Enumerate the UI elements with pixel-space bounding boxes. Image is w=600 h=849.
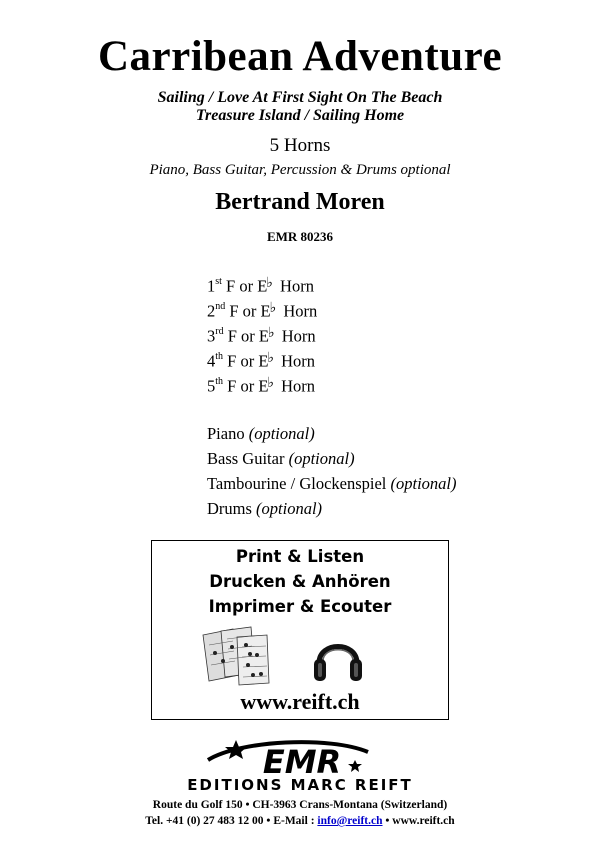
extra-name: Drums bbox=[207, 499, 257, 518]
promo-line-1: Print & Listen bbox=[235, 547, 365, 566]
flat-symbol: ♭ bbox=[266, 275, 273, 291]
promo-line-3: Imprimer & Ecouter bbox=[208, 597, 392, 616]
part-key: F or E bbox=[223, 376, 269, 396]
part-number: 5 bbox=[207, 376, 216, 396]
part-instrument: Horn bbox=[277, 376, 316, 396]
print-listen-box bbox=[151, 540, 449, 720]
part-ordinal: nd bbox=[215, 301, 226, 312]
flat-symbol: ♭ bbox=[267, 325, 275, 341]
extra-note: (optional) bbox=[390, 474, 457, 493]
part-item bbox=[207, 370, 317, 395]
composer-name: Bertrand Moren bbox=[215, 189, 385, 215]
part-instrument: Horn bbox=[277, 351, 316, 371]
part-number: 1 bbox=[207, 276, 216, 296]
contact-line bbox=[0, 815, 600, 827]
extras-list bbox=[207, 421, 457, 521]
flat-symbol: ♭ bbox=[267, 350, 275, 366]
contact-tel: Tel. +41 (0) 27 483 12 00 • E-Mail : bbox=[145, 815, 318, 827]
promo-icons bbox=[152, 619, 448, 687]
part-key: F or E bbox=[223, 326, 269, 346]
part-instrument: Horn bbox=[279, 301, 318, 321]
emr-logo-text: EMR bbox=[262, 743, 342, 781]
extra-note: (optional) bbox=[248, 424, 315, 443]
part-ordinal: rd bbox=[215, 326, 224, 337]
part-key: F or E bbox=[221, 276, 268, 296]
flat-symbol: ♭ bbox=[267, 375, 275, 391]
sheet-music-icon bbox=[201, 625, 273, 689]
part-number: 3 bbox=[207, 326, 216, 346]
part-item bbox=[207, 270, 317, 295]
extra-item bbox=[207, 446, 457, 471]
extra-note: (optional) bbox=[288, 449, 355, 468]
parts-list bbox=[207, 270, 317, 395]
part-instrument: Horn bbox=[277, 326, 316, 346]
promo-line-2: Drucken & Anhören bbox=[209, 572, 391, 591]
email-link[interactable]: info@reift.ch bbox=[317, 815, 383, 827]
part-ordinal: th bbox=[215, 351, 224, 362]
extra-name: Bass Guitar bbox=[207, 449, 289, 468]
extra-note: (optional) bbox=[256, 499, 323, 518]
optional-instruments: Piano, Bass Guitar, Percussion & Drums optional bbox=[149, 162, 451, 178]
address-line: Route du Golf 150 • CH-3963 Crans-Montana (Switzerland) bbox=[152, 799, 448, 811]
extra-item bbox=[207, 496, 457, 521]
emr-logo-icon bbox=[0, 738, 600, 808]
extra-name: Tambourine / Glockenspiel bbox=[207, 474, 391, 493]
instrumentation: 5 Horns bbox=[269, 135, 331, 156]
part-instrument: Horn bbox=[275, 276, 314, 296]
publisher-name: EDITIONS MARC REIFT bbox=[187, 776, 413, 794]
contact-web: • www.reift.ch bbox=[382, 815, 455, 827]
website-url[interactable]: www.reift.ch bbox=[240, 689, 360, 714]
extra-item bbox=[207, 471, 457, 496]
headphones-icon bbox=[312, 629, 364, 687]
part-item bbox=[207, 345, 317, 370]
part-item bbox=[207, 320, 317, 345]
page-title: Carribean Adventure bbox=[97, 33, 503, 80]
part-item bbox=[207, 295, 317, 320]
subtitle-line-1: Sailing / Love At First Sight On The Beach bbox=[157, 89, 443, 106]
extra-name: Piano bbox=[207, 424, 249, 443]
part-key: F or E bbox=[225, 301, 271, 321]
part-key: F or E bbox=[223, 351, 269, 371]
part-number: 4 bbox=[207, 351, 216, 371]
extra-item bbox=[207, 421, 457, 446]
part-ordinal: st bbox=[215, 276, 222, 287]
part-number: 2 bbox=[207, 301, 216, 321]
subtitle-line-2: Treasure Island / Sailing Home bbox=[195, 107, 405, 124]
catalog-number: EMR 80236 bbox=[266, 229, 334, 244]
flat-symbol: ♭ bbox=[269, 300, 277, 316]
part-ordinal: th bbox=[215, 376, 224, 387]
